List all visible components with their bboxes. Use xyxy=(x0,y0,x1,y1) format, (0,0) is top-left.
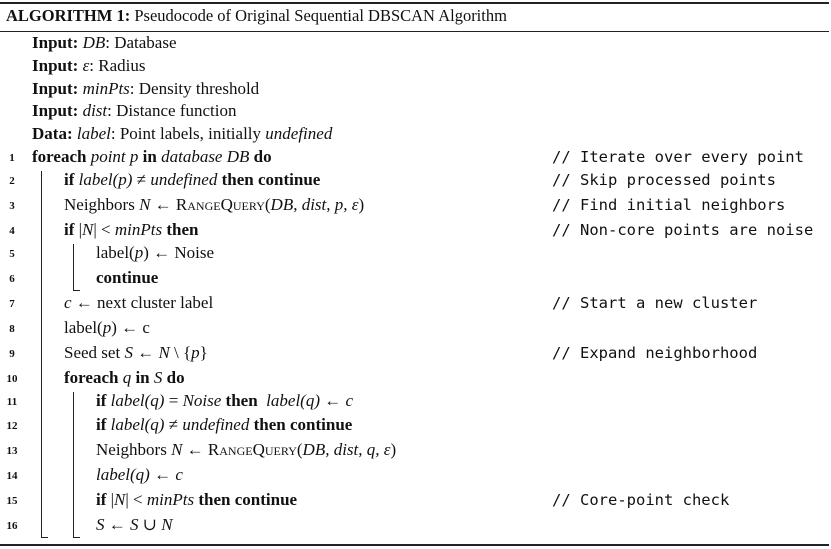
code-text: undefined xyxy=(150,170,218,189)
input-desc: : Distance function xyxy=(107,101,237,120)
keyword: continue xyxy=(96,268,159,287)
code-line-6 xyxy=(0,268,831,292)
code-text: N xyxy=(171,440,183,459)
comment: // Core-point check xyxy=(552,491,730,509)
line-number: 9 xyxy=(9,348,15,360)
function-name: RangeQuery xyxy=(207,440,297,459)
code-text: label(q) xyxy=(266,391,320,410)
code-text: = xyxy=(164,391,183,410)
keyword: then continue xyxy=(221,170,321,189)
inner-foreach-block-bar xyxy=(73,392,74,537)
code-text: ← xyxy=(149,465,176,484)
keyword: if xyxy=(96,391,107,410)
line-number: 6 xyxy=(9,273,15,285)
code-text: label( xyxy=(96,243,135,262)
input-name: DB xyxy=(82,33,106,52)
line-number: 2 xyxy=(9,175,15,187)
code-text: ← xyxy=(132,343,159,362)
code-text: label( xyxy=(64,318,103,337)
code-text: label(q) xyxy=(110,415,165,434)
line-number: 1 xyxy=(9,152,15,164)
code-line-12 xyxy=(0,415,831,439)
code-text: N xyxy=(82,220,94,239)
code-text: ≠ xyxy=(132,170,151,189)
code-text: p xyxy=(134,243,144,262)
code-text: \ { xyxy=(169,343,192,362)
code-text: ( xyxy=(296,440,303,459)
inner-foreach-block-tick xyxy=(73,537,80,538)
foreach-block-bar xyxy=(41,171,42,537)
code-text: ) ← c xyxy=(111,318,150,337)
line-number: 5 xyxy=(9,248,15,260)
data-tail: undefined xyxy=(265,124,333,143)
code-text: } xyxy=(199,343,208,362)
input-name: dist xyxy=(82,101,108,120)
code-text: ← xyxy=(320,391,346,410)
input-keyword: Input: xyxy=(32,101,79,120)
input-keyword: Input: xyxy=(32,79,79,98)
code-text: S xyxy=(124,343,133,362)
code-text: undefined xyxy=(182,415,250,434)
code-text: minPts xyxy=(114,220,163,239)
input-line xyxy=(0,33,831,57)
data-line xyxy=(0,124,831,148)
keyword: in xyxy=(135,368,150,387)
line-number: 10 xyxy=(6,373,18,385)
line-number: 3 xyxy=(9,200,15,212)
code-text: p xyxy=(102,318,112,337)
algorithm-label: ALGORITHM 1: xyxy=(6,6,131,25)
comment: // Find initial neighbors xyxy=(552,196,786,214)
keyword: then xyxy=(225,391,258,410)
code-text: DB, dist, p, ε xyxy=(270,195,359,214)
keyword: in xyxy=(142,147,157,166)
code-text: label(p) xyxy=(78,170,133,189)
if-block-bar xyxy=(73,244,74,290)
keyword: if xyxy=(64,170,75,189)
code-line-13 xyxy=(0,440,831,464)
code-text: ) xyxy=(358,195,365,214)
data-desc: : Point labels, initially xyxy=(110,124,266,143)
code-text: label(q) xyxy=(96,465,150,484)
keyword: do xyxy=(166,368,185,387)
code-text: database DB xyxy=(161,147,250,166)
input-line xyxy=(0,79,831,103)
code-line-10 xyxy=(0,368,831,392)
code-line-16 xyxy=(0,515,831,539)
comment: // Skip processed points xyxy=(552,171,776,189)
data-name-text: label xyxy=(76,124,111,143)
code-text: ( xyxy=(264,195,271,214)
input-desc: : Database xyxy=(105,33,177,52)
keyword: if xyxy=(96,490,107,509)
code-line-7 xyxy=(0,293,831,317)
keyword: do xyxy=(253,147,272,166)
input-keyword: Input: xyxy=(32,33,79,52)
code-text: c xyxy=(345,391,354,410)
comment: // Iterate over every point xyxy=(552,148,804,166)
code-line-14 xyxy=(0,465,831,489)
bottom-rule xyxy=(0,544,829,546)
line-number: 16 xyxy=(6,520,18,532)
input-desc: : Density threshold xyxy=(129,79,260,98)
comment: // Non-core points are noise xyxy=(552,221,814,239)
code-text: ) ← Noise xyxy=(143,243,215,262)
line-number: 12 xyxy=(6,420,18,432)
code-text: S xyxy=(153,368,163,387)
code-text: ← xyxy=(182,440,208,459)
code-text: N xyxy=(139,195,151,214)
input-line xyxy=(0,101,831,125)
code-text: S xyxy=(96,515,105,534)
code-text: q xyxy=(122,368,132,387)
keyword: then continue xyxy=(198,490,298,509)
code-text: N xyxy=(158,343,170,362)
code-text: N xyxy=(114,490,126,509)
input-name: minPts xyxy=(82,79,130,98)
if-block-tick xyxy=(73,290,80,291)
keyword: if xyxy=(64,220,75,239)
line-number: 8 xyxy=(9,323,15,335)
code-text: Neighbors xyxy=(96,440,172,459)
top-rule xyxy=(0,2,829,4)
code-text: label(q) xyxy=(110,391,165,410)
code-text: c xyxy=(175,465,183,484)
line-number: 4 xyxy=(9,225,15,237)
code-line-1 xyxy=(0,147,831,171)
code-line-11 xyxy=(0,391,831,415)
line-number: 11 xyxy=(6,396,18,408)
code-line-4 xyxy=(0,220,831,244)
code-text: ← xyxy=(104,515,130,534)
keyword: if xyxy=(96,415,107,434)
code-text: ≠ xyxy=(164,415,183,434)
line-number: 13 xyxy=(6,445,18,457)
comment: // Start a new cluster xyxy=(552,294,758,312)
code-line-3 xyxy=(0,195,831,219)
code-text: Neighbors xyxy=(64,195,140,214)
code-text: | xyxy=(74,220,83,239)
keyword: then xyxy=(166,220,199,239)
keyword: foreach xyxy=(32,147,87,166)
input-desc: : Radius xyxy=(89,56,146,75)
code-text: point p xyxy=(90,147,139,166)
comment: // Expand neighborhood xyxy=(552,344,758,362)
code-line-9 xyxy=(0,343,831,367)
input-keyword: Input: xyxy=(32,56,79,75)
code-text: ← xyxy=(150,195,176,214)
code-line-8 xyxy=(0,318,831,342)
keyword: then continue xyxy=(253,415,353,434)
foreach-block-tick xyxy=(41,537,48,538)
code-text: | < xyxy=(125,490,147,509)
data-keyword: Data: xyxy=(32,124,73,143)
code-text: | xyxy=(106,490,115,509)
code-line-5 xyxy=(0,243,831,267)
algorithm-title: Pseudocode of Original Sequential DBSCAN Algorithm xyxy=(134,6,507,25)
code-line-15 xyxy=(0,490,831,514)
code-line-2 xyxy=(0,170,831,194)
input-line xyxy=(0,56,831,80)
input-name: ε xyxy=(82,56,90,75)
keyword: foreach xyxy=(64,368,119,387)
code-text: | < xyxy=(93,220,115,239)
line-number: 14 xyxy=(6,470,18,482)
function-name: RangeQuery xyxy=(175,195,265,214)
code-text: minPts xyxy=(146,490,195,509)
caption-rule xyxy=(0,31,829,32)
code-text: ← next cluster label xyxy=(71,293,214,312)
code-text: c xyxy=(64,293,72,312)
code-text: Seed set xyxy=(64,343,125,362)
code-text: N xyxy=(161,515,173,534)
code-text: p xyxy=(191,343,200,362)
code-text: DB, dist, q, ε xyxy=(302,440,391,459)
code-text: ) xyxy=(390,440,397,459)
line-number: 15 xyxy=(6,495,18,507)
code-text: Noise xyxy=(182,391,222,410)
code-text: ∪ xyxy=(138,515,162,534)
code-text: S xyxy=(130,515,139,534)
algorithm-caption xyxy=(6,6,507,26)
line-number: 7 xyxy=(9,298,15,310)
